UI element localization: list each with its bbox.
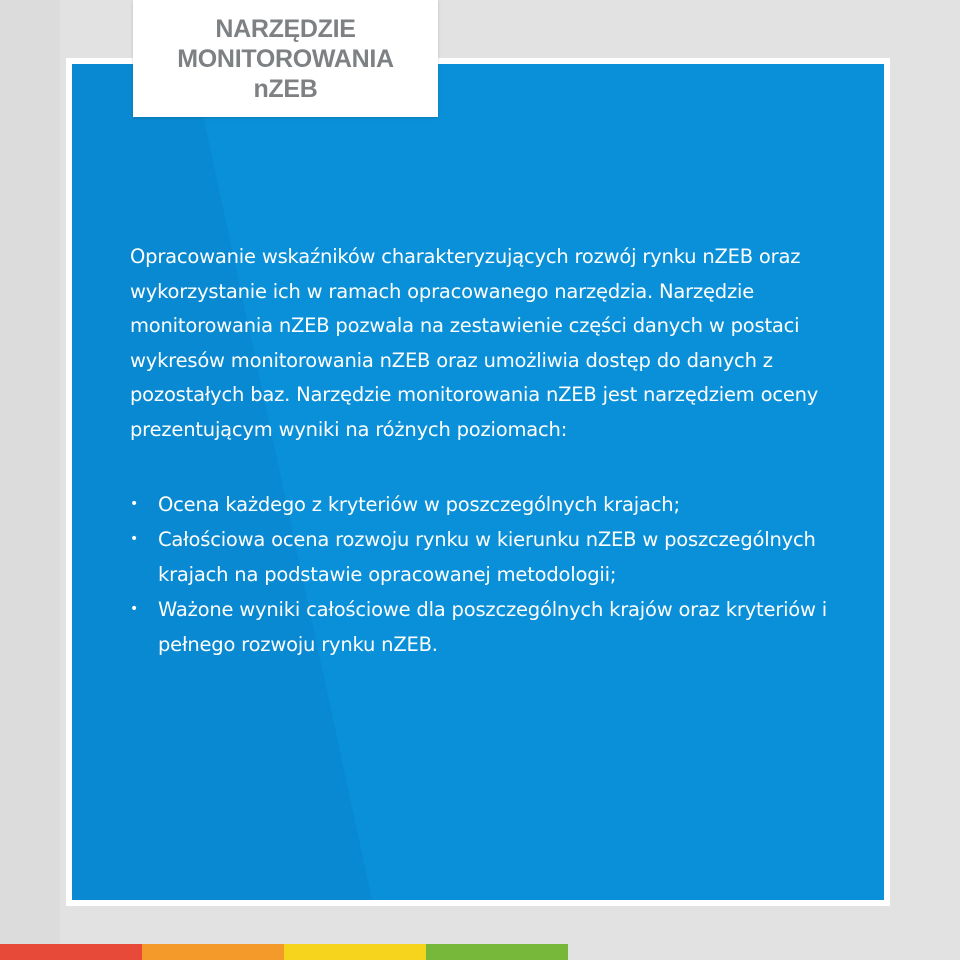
color-bar-orange: [142, 944, 284, 960]
color-bar-yellow: [284, 944, 426, 960]
title-line-1: NARZĘDZIE: [215, 14, 356, 43]
title-line-2: MONITOROWANIA: [177, 44, 394, 73]
bullet-dot-icon: •: [130, 531, 139, 547]
color-bar-green: [426, 944, 568, 960]
bullet-text: Całościowa ocena rozwoju rynku w kierunku nZEB w poszczególnych krajach na podstawie opracowanej metodologii;: [158, 528, 816, 586]
bullet-item: [130, 592, 830, 662]
bullet-list: [130, 487, 830, 662]
bullet-text: Ważone wyniki całościowe dla poszczególnych krajów oraz kryteriów i pełnego rozwoju rynku nZEB.: [158, 598, 828, 656]
bullet-dot-icon: •: [130, 496, 139, 512]
bullet-item: [130, 487, 830, 522]
content-body: [130, 240, 830, 662]
bullet-text: Ocena każdego z kryteriów w poszczególnych krajach;: [158, 493, 680, 516]
intro-paragraph: Opracowanie wskaźników charakteryzujących rozwój rynku nZEB oraz wykorzystanie ich w ramach opracowanego narzędzia. Narzędzie monitorowania nZEB pozwala na zestawienie części danych w postaci wykresów monitorowania nZEB oraz umożliwia dostęp do danych z pozostałych baz. Narzędzie monitorowania nZEB jest narzędziem oceny prezentującym wyniki na różnych poziomach:: [130, 245, 819, 441]
color-bar: [0, 944, 960, 960]
title-line-3: nZEB: [253, 74, 318, 103]
title-box: [133, 0, 438, 117]
color-bar-red: [0, 944, 142, 960]
bullet-item: [130, 522, 830, 592]
bullet-dot-icon: •: [130, 601, 139, 617]
